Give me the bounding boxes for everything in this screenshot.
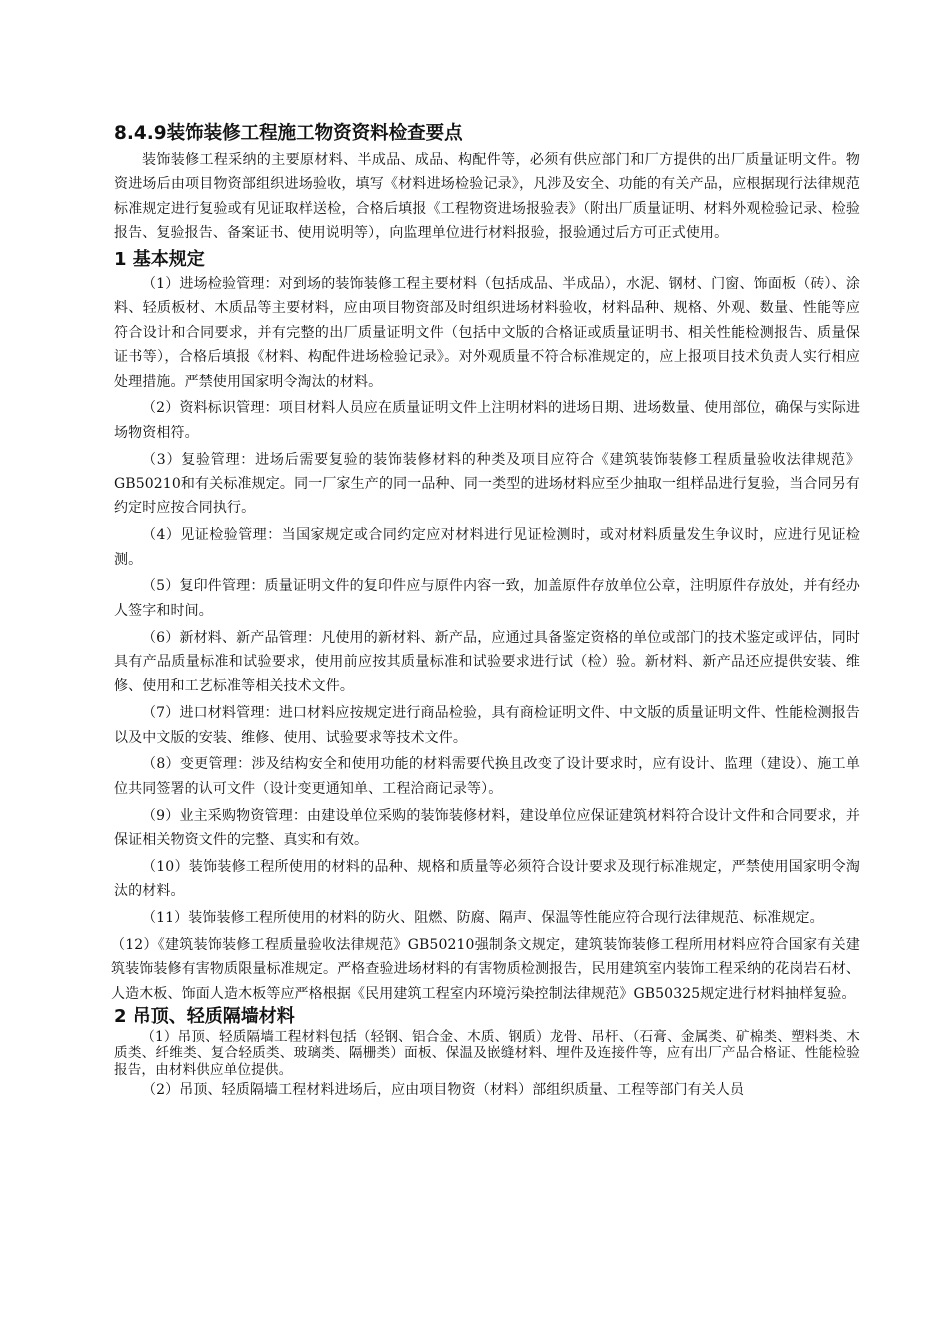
- ceiling-item-1: （1）吊顶、轻质隔墙工程材料包括（轻钢、铝合金、木质、钢质）龙骨、吊杆、（石膏、金属类、矿棉类、塑料类、木质类、纤维类、复合轻质类、玻璃类、隔栅类）面板、保温及嵌缝材料、埋件及连接件等，应有出厂产品合格证、性能检验报告，由材料供应单位提供。: [114, 1029, 860, 1078]
- rule-item-10: （10）装饰装修工程所使用的材料的品种、规格和质量等必须符合设计要求及现行标准规定，严禁使用国家明令淘汰的材料。: [114, 858, 860, 900]
- section-heading-ceiling-partition: 2 吊顶、轻质隔墙材料: [114, 1006, 295, 1028]
- rule-item-9: （9）业主采购物资管理：由建设单位采购的装饰装修材料，建设单位应保证建筑材料符合设计文件和合同要求，并保证相关物资文件的完整、真实和有效。: [114, 807, 860, 849]
- document-title: 8.4.9装饰装修工程施工物资资料检查要点: [114, 123, 463, 144]
- rule-item-2: （2）资料标识管理：项目材料人员应在质量证明文件上注明材料的进场日期、进场数量、使用部位，确保与实际进场物资相符。: [114, 400, 860, 441]
- ceiling-item-2: （2）吊顶、轻质隔墙工程材料进场后，应由项目物资（材料）部组织质量、工程等部门有关人员: [142, 1081, 745, 1098]
- section-ceiling-partition: [114, 1005, 860, 1102]
- document-page: [111, 122, 860, 1102]
- rule-item-5: （5）复印件管理：质量证明文件的复印件应与原件内容一致，加盖原件存放单位公章，注明原件存放处，并有经办人签字和时间。: [114, 578, 860, 619]
- intro-paragraph: 装饰装修工程采纳的主要原材料、半成品、成品、构配件等，必须有供应部门和厂方提供的出厂质量证明文件。物资进场后由项目物资部组织进场验收，填写《材料进场检验记录》，凡涉及安全、功能的有关产品，应根据现行法律规范标准规定进行复验或有见证取样送检，合格后填报《工程物资进场报验表》（附出厂质量证明、材料外观检验记录、检验报告、复验报告、备案证书、使用说明等），向监理单位进行材料报验，报验通过后方可正式使用。: [114, 152, 860, 242]
- rule-item-6: （6）新材料、新产品管理：凡使用的新材料、新产品，应通过具备鉴定资格的单位或部门的技术鉴定或评估，同时具有产品质量标准和试验要求，使用前应按其质量标准和试验要求进行试（检）验。新材料、新产品还应提供安装、维修、使用和工艺标准等相关技术文件。: [114, 629, 860, 695]
- rule-item-8: （8）变更管理：涉及结构安全和使用功能的材料需要代换且改变了设计要求时，应有设计、监理（建设）、施工单位共同签署的认可文件（设计变更通知单、工程洽商记录等）。: [114, 756, 860, 797]
- rule-item-11: （11）装饰装修工程所使用的材料的防火、阻燃、防腐、隔声、保温等性能应符合现行法律规范、标准规定。: [142, 910, 824, 927]
- rule-item-12: （12）《建筑装饰装修工程质量验收法律规范》GB50210强制条文规定，建筑装饰装修工程所用材料应符合国家有关建筑装饰装修有害物质限量标准规定。严格查验进场材料的有害物质检测报告，民用建筑室内装饰工程采纳的花岗岩石材、人造木板、饰面人造木板等应严格根据《民用建筑工程室内环境污染控制法律规范》GB50325规定进行材料抽样复验。: [111, 936, 860, 1002]
- rule-item-3: （3）复验管理：进场后需要复验的装饰装修材料的种类及项目应符合《建筑装饰装修工程质量验收法律规范》GB50210和有关标准规定。同一厂家生产的同一品种、同一类型的进场材料应至少抽取一组样品进行复验，当合同另有约定时应按合同执行。: [114, 451, 860, 517]
- rule-item-7: （7）进口材料管理：进口材料应按规定进行商品检验，具有商检证明文件、中文版的质量证明文件、性能检测报告以及中文版的安装、维修、使用、试验要求等技术文件。: [114, 705, 860, 746]
- section-heading-basic-rules: 1 基本规定: [114, 249, 205, 271]
- rule-item-4: （4）见证检验管理：当国家规定或合同约定应对材料进行见证检测时，或对材料质量发生争议时，应进行见证检测。: [114, 527, 860, 568]
- rule-item-1: （1）进场检验管理：对到场的装饰装修工程主要材料（包括成品、半成品），水泥、钢材、门窗、饰面板（砖）、涂料、轻质板材、木质品等主要材料，应由项目物资部及时组织进场材料验收，材料品种、规格、外观、数量、性能等应符合设计和合同要求，并有完整的出厂质量证明文件（包括中文版的合格证或质量证明书、相关性能检测报告、质量保证书等），合格后填报《材料、构配件进场检验记录》。对外观质量不符合标准规定的，应上报项目技术负责人实行相应处理措施。严禁使用国家明令淘汰的材料。: [114, 276, 860, 390]
